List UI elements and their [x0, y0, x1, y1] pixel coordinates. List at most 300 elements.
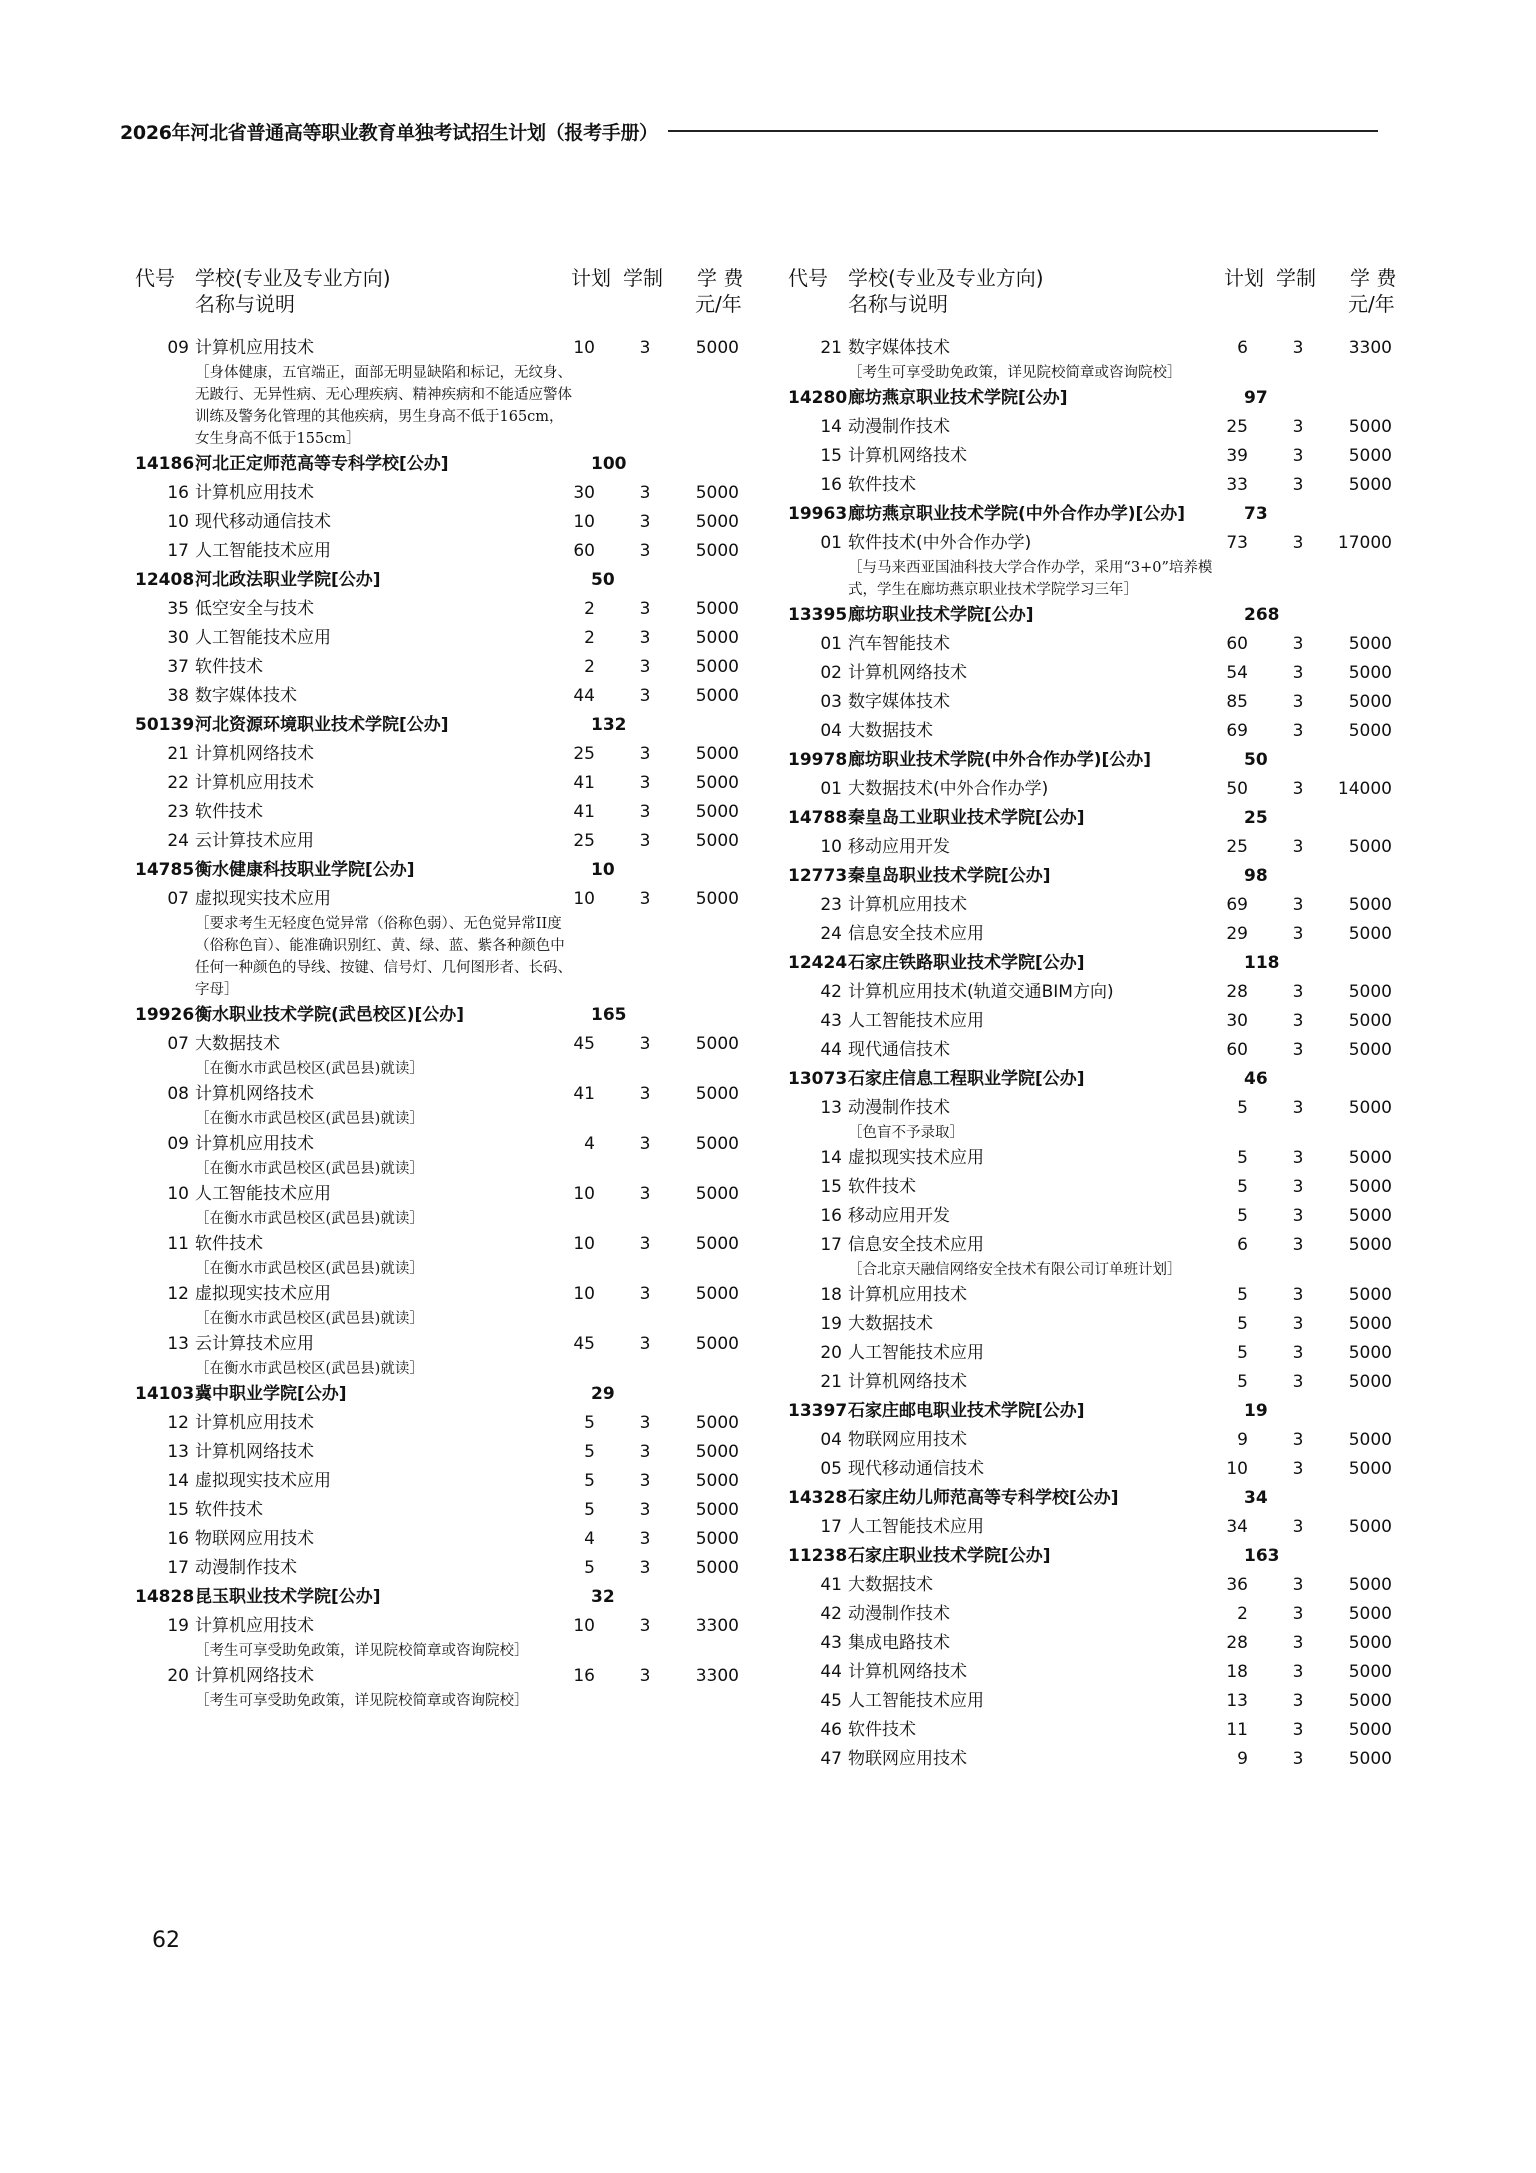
major-code: 14 — [167, 1471, 189, 1491]
major-name: 软件技术(中外合作办学) — [848, 533, 1032, 553]
major-code: 03 — [820, 692, 842, 712]
major-system: 3 — [639, 889, 651, 909]
school-name: 秦皇岛工业职业技术学院[公办] — [848, 808, 1085, 828]
major-fee: 5000 — [1348, 1148, 1392, 1168]
school-code: 19926 — [135, 1005, 195, 1025]
school-code: 13395 — [788, 605, 848, 625]
major-row — [135, 1438, 739, 1467]
major-fee: 5000 — [1348, 634, 1392, 654]
major-code: 17 — [820, 1235, 842, 1255]
major-fee: 5000 — [695, 541, 739, 561]
school-row — [788, 1484, 1368, 1513]
major-fee: 5000 — [695, 1134, 739, 1154]
major-name: 信息安全技术应用 — [848, 924, 984, 944]
major-code: 20 — [167, 1666, 189, 1686]
major-system: 3 — [639, 1471, 651, 1491]
school-row — [135, 450, 715, 479]
major-fee: 5000 — [1348, 1691, 1392, 1711]
major-name: 计算机应用技术 — [195, 483, 314, 503]
major-fee: 5000 — [1348, 895, 1392, 915]
major-plan: 6 — [1237, 338, 1248, 358]
school-plan-total: 50 — [1244, 750, 1268, 770]
major-fee: 5000 — [695, 338, 739, 358]
major-plan: 25 — [1226, 417, 1248, 437]
major-fee: 5000 — [1348, 1720, 1392, 1740]
school-plan-total: 32 — [591, 1587, 615, 1607]
major-plan: 10 — [573, 1234, 595, 1254]
major-system: 3 — [639, 744, 651, 764]
major-name: 动漫制作技术 — [848, 417, 950, 437]
major-system: 3 — [1292, 475, 1304, 495]
major-name: 计算机网络技术 — [195, 1084, 314, 1104]
major-row — [135, 479, 739, 508]
major-fee: 5000 — [1348, 446, 1392, 466]
major-fee: 3300 — [1348, 338, 1392, 358]
major-fee: 5000 — [695, 599, 739, 619]
major-fee: 5000 — [695, 773, 739, 793]
major-system: 3 — [639, 1084, 651, 1104]
major-name: 虚拟现实技术应用 — [848, 1148, 984, 1168]
school-row — [135, 1583, 715, 1612]
major-plan: 10 — [573, 512, 595, 532]
major-system: 3 — [639, 1666, 651, 1686]
major-row — [788, 1745, 1392, 1774]
major-note: ［身体健康，五官端正，面部无明显缺陷和标记，无纹身、无跛行、无异性病、无心理疾病、精神疾病和不能适应警体训练及警务化管理的其他疾病，男生身高不低于165cm，女生身高不低于155cm］ — [195, 365, 572, 447]
major-fee: 5000 — [695, 1413, 739, 1433]
major-code: 42 — [820, 982, 842, 1002]
school-name: 石家庄铁路职业技术学院[公办] — [848, 953, 1085, 973]
major-code: 18 — [820, 1285, 842, 1305]
major-row — [135, 1230, 739, 1280]
major-code: 07 — [167, 1034, 189, 1054]
major-name: 数字媒体技术 — [848, 692, 950, 712]
school-code: 50139 — [135, 715, 195, 735]
major-plan: 5 — [584, 1471, 595, 1491]
major-plan: 9 — [1237, 1749, 1248, 1769]
major-row — [135, 1180, 739, 1230]
major-code: 01 — [820, 779, 842, 799]
major-plan: 44 — [573, 686, 595, 706]
major-row — [135, 827, 739, 856]
major-row — [788, 717, 1392, 746]
major-name: 云计算技术应用 — [195, 831, 314, 851]
major-plan: 60 — [1226, 1040, 1248, 1060]
major-row — [788, 1202, 1392, 1231]
major-name: 移动应用开发 — [848, 1206, 950, 1226]
major-plan: 10 — [573, 1284, 595, 1304]
major-plan: 10 — [573, 338, 595, 358]
major-name: 虚拟现实技术应用 — [195, 889, 331, 909]
major-row — [788, 529, 1392, 601]
major-code: 17 — [167, 1558, 189, 1578]
major-system: 3 — [639, 1234, 651, 1254]
major-name: 现代移动通信技术 — [195, 512, 331, 532]
major-row — [788, 334, 1392, 384]
major-name: 大数据技术(中外合作办学) — [848, 779, 1049, 799]
major-system: 3 — [1292, 446, 1304, 466]
major-row — [135, 1612, 739, 1662]
major-code: 21 — [820, 338, 842, 358]
major-code: 20 — [820, 1343, 842, 1363]
major-note: ［与马来西亚国油科技大学合作办学，采用“3+0”培养模式，学生在廊坊燕京职业技术学院学习三年］ — [848, 560, 1213, 598]
major-name: 物联网应用技术 — [195, 1529, 314, 1549]
school-row — [135, 711, 715, 740]
major-fee: 5000 — [695, 1529, 739, 1549]
major-system: 3 — [639, 1558, 651, 1578]
major-system: 3 — [1292, 1430, 1304, 1450]
major-code: 02 — [820, 663, 842, 683]
major-system: 3 — [1292, 1517, 1304, 1537]
school-row — [788, 949, 1368, 978]
major-system: 3 — [1292, 1343, 1304, 1363]
major-fee: 5000 — [1348, 1662, 1392, 1682]
major-system: 3 — [1292, 924, 1304, 944]
major-fee: 5000 — [695, 1442, 739, 1462]
major-plan: 11 — [1226, 1720, 1248, 1740]
major-code: 37 — [167, 657, 189, 677]
school-plan-total: 10 — [591, 860, 615, 880]
major-plan: 28 — [1226, 1633, 1248, 1653]
major-plan: 30 — [573, 483, 595, 503]
major-name: 移动应用开发 — [848, 837, 950, 857]
header-plan: 计划 — [1224, 266, 1264, 290]
major-name: 计算机应用技术 — [195, 1134, 314, 1154]
major-fee: 5000 — [695, 889, 739, 909]
school-row — [788, 1542, 1368, 1571]
major-system: 3 — [639, 1500, 651, 1520]
major-plan: 9 — [1237, 1430, 1248, 1450]
school-name: 河北政法职业学院[公办] — [195, 570, 381, 590]
major-fee: 5000 — [1348, 721, 1392, 741]
header-fee-unit: 元/年 — [1348, 292, 1395, 316]
major-row — [135, 798, 739, 827]
school-name: 石家庄幼儿师范高等专科学校[公办] — [848, 1488, 1119, 1508]
header-school: 学校(专业及专业方向) — [848, 266, 1044, 290]
major-code: 44 — [820, 1662, 842, 1682]
major-row — [135, 1330, 739, 1380]
major-code: 17 — [820, 1517, 842, 1537]
school-name: 廊坊燕京职业技术学院(中外合作办学)[公办] — [848, 504, 1186, 524]
major-code: 44 — [820, 1040, 842, 1060]
school-name: 河北资源环境职业技术学院[公办] — [195, 715, 449, 735]
major-fee: 5000 — [695, 831, 739, 851]
school-row — [788, 601, 1368, 630]
major-name: 计算机应用技术 — [195, 1616, 314, 1636]
major-fee: 5000 — [1348, 1633, 1392, 1653]
header-school: 学校(专业及专业方向) — [195, 266, 391, 290]
major-fee: 5000 — [1348, 1372, 1392, 1392]
major-system: 3 — [1292, 1235, 1304, 1255]
major-fee: 5000 — [1348, 982, 1392, 1002]
major-row — [135, 769, 739, 798]
major-code: 12 — [167, 1284, 189, 1304]
major-name: 软件技术 — [195, 1500, 263, 1520]
school-row — [135, 1380, 715, 1409]
school-plan-total: 132 — [591, 715, 627, 735]
major-name: 计算机应用技术 — [848, 895, 967, 915]
major-name: 大数据技术 — [848, 1575, 933, 1595]
major-code: 42 — [820, 1604, 842, 1624]
major-name: 汽车智能技术 — [848, 634, 950, 654]
major-fee: 5000 — [695, 1034, 739, 1054]
major-row — [788, 1455, 1392, 1484]
major-system: 3 — [1292, 1604, 1304, 1624]
major-name: 软件技术 — [195, 802, 263, 822]
school-plan-total: 19 — [1244, 1401, 1268, 1421]
major-row — [135, 1280, 739, 1330]
major-row — [788, 1716, 1392, 1745]
school-plan-total: 165 — [591, 1005, 627, 1025]
major-code: 10 — [820, 837, 842, 857]
major-name: 人工智能技术应用 — [195, 628, 331, 648]
header-system: 学制 — [623, 266, 663, 290]
major-system: 3 — [1292, 1720, 1304, 1740]
major-code: 19 — [167, 1616, 189, 1636]
major-plan: 5 — [584, 1500, 595, 1520]
major-plan: 13 — [1226, 1691, 1248, 1711]
major-code: 30 — [167, 628, 189, 648]
major-row — [135, 1662, 739, 1712]
major-plan: 36 — [1226, 1575, 1248, 1595]
major-code: 08 — [167, 1084, 189, 1104]
major-system: 3 — [1292, 1011, 1304, 1031]
major-system: 3 — [1292, 721, 1304, 741]
major-plan: 60 — [1226, 634, 1248, 654]
major-code: 43 — [820, 1633, 842, 1653]
page-header — [120, 118, 1378, 148]
school-name: 秦皇岛职业技术学院[公办] — [848, 866, 1051, 886]
school-name: 廊坊职业技术学院[公办] — [848, 605, 1034, 625]
major-plan: 41 — [573, 1084, 595, 1104]
left-column — [135, 262, 744, 1942]
major-row — [135, 1554, 739, 1583]
school-plan-total: 29 — [591, 1384, 615, 1404]
major-fee: 5000 — [695, 802, 739, 822]
school-plan-total: 46 — [1244, 1069, 1268, 1089]
school-code: 14280 — [788, 388, 848, 408]
school-code: 13397 — [788, 1401, 848, 1421]
major-row — [135, 1467, 739, 1496]
page-number: 62 — [152, 1928, 180, 1953]
school-row — [788, 384, 1368, 413]
major-name: 计算机应用技术(轨道交通BIM方向) — [848, 982, 1114, 1002]
major-system: 3 — [639, 802, 651, 822]
major-plan: 5 — [1237, 1098, 1248, 1118]
major-fee: 5000 — [695, 483, 739, 503]
major-system: 3 — [639, 1334, 651, 1354]
major-plan: 5 — [1237, 1148, 1248, 1168]
major-name: 大数据技术 — [195, 1034, 280, 1054]
major-note: ［考生可享受助免政策，详见院校简章或咨询院校］ — [195, 1693, 529, 1709]
major-plan: 16 — [573, 1666, 595, 1686]
major-plan: 30 — [1226, 1011, 1248, 1031]
major-code: 23 — [167, 802, 189, 822]
major-name: 现代移动通信技术 — [848, 1459, 984, 1479]
major-fee: 5000 — [1348, 1040, 1392, 1060]
major-code: 35 — [167, 599, 189, 619]
school-plan-total: 97 — [1244, 388, 1268, 408]
major-system: 3 — [1292, 895, 1304, 915]
major-code: 14 — [820, 1148, 842, 1168]
major-row — [788, 1310, 1392, 1339]
major-code: 16 — [820, 1206, 842, 1226]
school-code: 14186 — [135, 454, 195, 474]
school-code: 14828 — [135, 1587, 195, 1607]
major-plan: 60 — [573, 541, 595, 561]
major-code: 24 — [820, 924, 842, 944]
major-code: 22 — [167, 773, 189, 793]
major-plan: 33 — [1226, 475, 1248, 495]
major-system: 3 — [639, 1442, 651, 1462]
major-code: 15 — [167, 1500, 189, 1520]
school-code: 12408 — [135, 570, 195, 590]
major-system: 3 — [639, 686, 651, 706]
major-fee: 5000 — [1348, 1517, 1392, 1537]
major-name: 计算机网络技术 — [848, 663, 967, 683]
major-plan: 5 — [1237, 1372, 1248, 1392]
major-code: 12 — [167, 1413, 189, 1433]
major-code: 14 — [820, 417, 842, 437]
school-row — [788, 862, 1368, 891]
major-note: ［在衡水市武邑校区(武邑县)就读］ — [195, 1261, 424, 1277]
major-row — [788, 920, 1392, 949]
major-plan: 10 — [573, 889, 595, 909]
major-fee: 5000 — [1348, 1177, 1392, 1197]
major-name: 大数据技术 — [848, 1314, 933, 1334]
major-note: ［在衡水市武邑校区(武邑县)就读］ — [195, 1111, 424, 1127]
school-row — [135, 1001, 715, 1030]
major-name: 计算机网络技术 — [848, 1662, 967, 1682]
major-plan: 18 — [1226, 1662, 1248, 1682]
major-plan: 5 — [584, 1413, 595, 1433]
major-note: ［要求考生无轻度色觉异常（俗称色弱）、无色觉异常II度（俗称色盲）、能准确识别红、黄、绿、蓝、紫各种颜色中任何一种颜色的导线、按键、信号灯、几何图形者、长码、字母］ — [195, 916, 572, 998]
header-plan: 计划 — [571, 266, 611, 290]
major-fee: 5000 — [1348, 417, 1392, 437]
major-row — [135, 1525, 739, 1554]
major-note: ［在衡水市武邑校区(武邑县)就读］ — [195, 1311, 424, 1327]
header-school-desc: 名称与说明 — [848, 292, 948, 316]
major-plan: 45 — [573, 1034, 595, 1054]
major-code: 21 — [167, 744, 189, 764]
major-row — [788, 1658, 1392, 1687]
major-plan: 5 — [1237, 1177, 1248, 1197]
major-system: 3 — [639, 1134, 651, 1154]
major-code: 23 — [820, 895, 842, 915]
major-system: 3 — [639, 1184, 651, 1204]
school-row — [788, 746, 1368, 775]
major-code: 17 — [167, 541, 189, 561]
major-note: ［在衡水市武邑校区(武邑县)就读］ — [195, 1361, 424, 1377]
major-fee: 5000 — [695, 1084, 739, 1104]
major-fee: 5000 — [1348, 1011, 1392, 1031]
major-name: 计算机网络技术 — [848, 446, 967, 466]
major-fee: 5000 — [1348, 1314, 1392, 1334]
major-system: 3 — [639, 1616, 651, 1636]
major-name: 人工智能技术应用 — [848, 1343, 984, 1363]
major-row — [788, 1144, 1392, 1173]
major-fee: 5000 — [1348, 1604, 1392, 1624]
major-plan: 10 — [573, 1616, 595, 1636]
major-code: 13 — [167, 1334, 189, 1354]
major-code: 11 — [167, 1234, 189, 1254]
major-plan: 69 — [1226, 721, 1248, 741]
major-name: 数字媒体技术 — [195, 686, 297, 706]
major-fee: 5000 — [1348, 1749, 1392, 1769]
major-row — [788, 1094, 1392, 1144]
major-code: 07 — [167, 889, 189, 909]
major-fee: 5000 — [1348, 1575, 1392, 1595]
major-system: 3 — [639, 1284, 651, 1304]
major-code: 04 — [820, 1430, 842, 1450]
major-code: 19 — [820, 1314, 842, 1334]
major-row — [788, 1600, 1392, 1629]
school-code: 14788 — [788, 808, 848, 828]
major-plan: 54 — [1226, 663, 1248, 683]
major-system: 3 — [1292, 634, 1304, 654]
major-system: 3 — [639, 657, 651, 677]
major-plan: 10 — [1226, 1459, 1248, 1479]
left-rows — [135, 334, 739, 1712]
major-plan: 5 — [1237, 1206, 1248, 1226]
major-plan: 6 — [1237, 1235, 1248, 1255]
major-row — [788, 442, 1392, 471]
major-note: ［在衡水市武邑校区(武邑县)就读］ — [195, 1161, 424, 1177]
major-row — [135, 740, 739, 769]
major-row — [135, 653, 739, 682]
major-code: 21 — [820, 1372, 842, 1392]
major-system: 3 — [1292, 1206, 1304, 1226]
major-fee: 5000 — [1348, 1459, 1392, 1479]
major-fee: 5000 — [695, 657, 739, 677]
major-system: 3 — [1292, 533, 1304, 553]
major-system: 3 — [1292, 1285, 1304, 1305]
table-header — [788, 262, 1397, 316]
major-system: 3 — [639, 541, 651, 561]
header-fee-unit: 元/年 — [695, 292, 742, 316]
major-row — [788, 1687, 1392, 1716]
header-school-desc: 名称与说明 — [195, 292, 295, 316]
major-row — [788, 1231, 1392, 1281]
school-plan-total: 163 — [1244, 1546, 1280, 1566]
major-system: 3 — [1292, 1098, 1304, 1118]
major-plan: 5 — [584, 1442, 595, 1462]
major-name: 软件技术 — [848, 1177, 916, 1197]
major-system: 3 — [1292, 338, 1304, 358]
major-row — [135, 1080, 739, 1130]
major-plan: 39 — [1226, 446, 1248, 466]
major-code: 16 — [167, 483, 189, 503]
school-row — [788, 1397, 1368, 1426]
major-row — [788, 688, 1392, 717]
major-system: 3 — [1292, 1691, 1304, 1711]
major-fee: 5000 — [695, 1284, 739, 1304]
major-plan: 2 — [1237, 1604, 1248, 1624]
major-name: 虚拟现实技术应用 — [195, 1284, 331, 1304]
major-code: 47 — [820, 1749, 842, 1769]
major-code: 13 — [167, 1442, 189, 1462]
school-name: 石家庄职业技术学院[公办] — [848, 1546, 1051, 1566]
major-row — [135, 682, 739, 711]
major-code: 04 — [820, 721, 842, 741]
major-fee: 5000 — [1348, 663, 1392, 683]
major-fee: 3300 — [695, 1666, 739, 1686]
school-code: 11238 — [788, 1546, 848, 1566]
school-code: 14103 — [135, 1384, 195, 1404]
major-system: 3 — [639, 338, 651, 358]
major-fee: 5000 — [695, 1184, 739, 1204]
major-row — [135, 508, 739, 537]
major-code: 46 — [820, 1720, 842, 1740]
